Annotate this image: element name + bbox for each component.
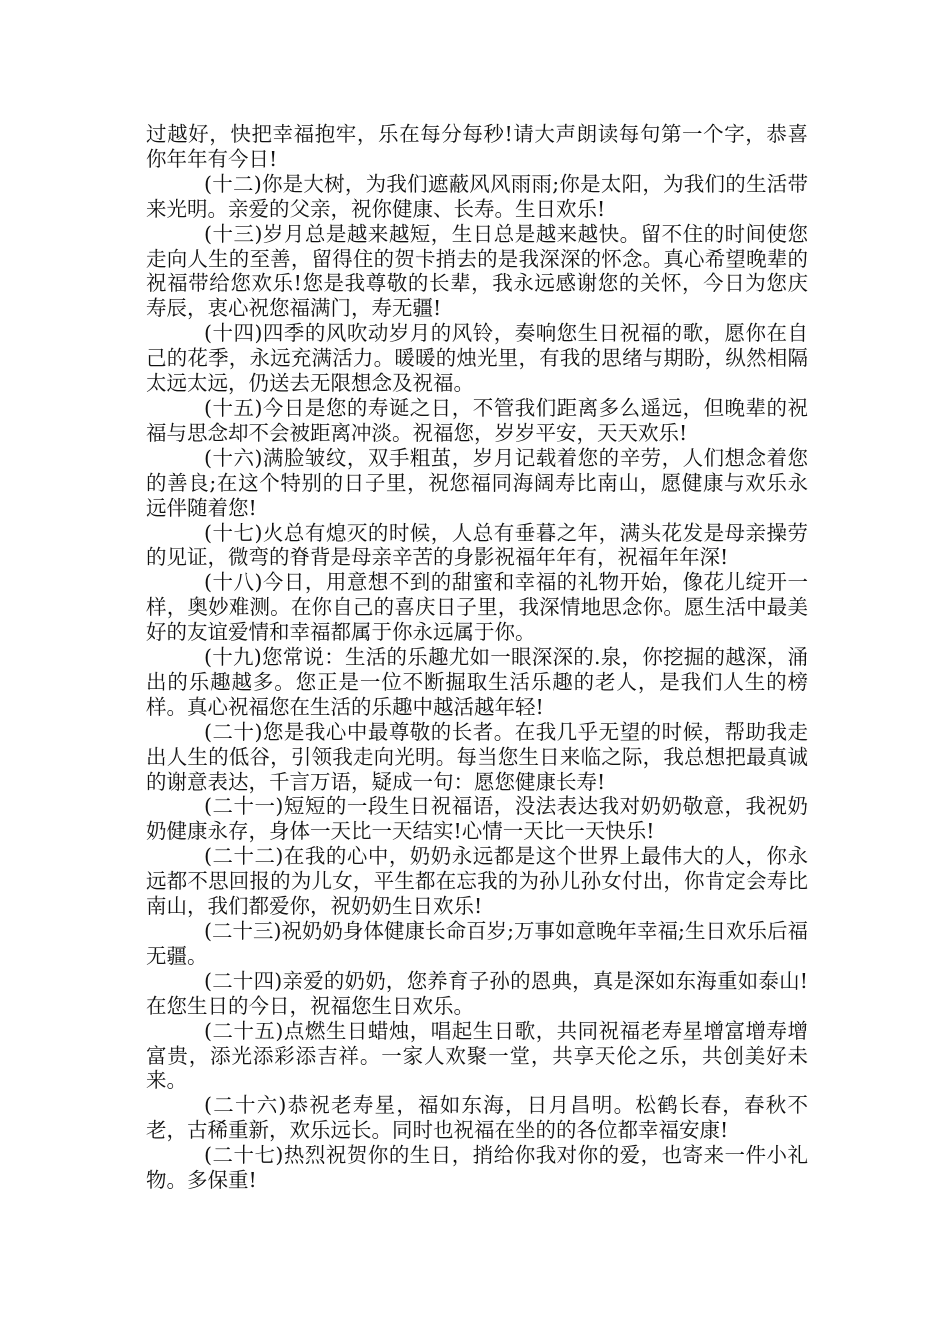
paragraph-18: (十八)今日，用意想不到的甜蜜和幸福的礼物开始，像花儿绽开一样，奥妙难测。在你自己的喜庆日子里，我深情地思念你。愿生活中最美好的友谊爱情和幸福都属于你永远属于你。 [146, 570, 808, 645]
document-body [146, 122, 808, 1193]
paragraph-26: (二十六)恭祝老寿星，福如东海，日月昌明。松鹤长春，春秋不老，古稀重新，欢乐远长。同时也祝福在坐的的各位都幸福安康! [146, 1093, 808, 1143]
paragraph-23: (二十三)祝奶奶身体健康长命百岁;万事如意晚年幸福;生日欢乐后福无疆。 [146, 919, 808, 968]
paragraph-17: (十七)火总有熄灭的时候，人总有垂暮之年，满头花发是母亲操劳的见证，微弯的脊背是母亲辛苦的身影祝福年年有，祝福年年深! [146, 520, 808, 570]
paragraph-19: (十九)您常说：生活的乐趣尤如一眼深深的.泉，你挖掘的越深，涌出的乐趣越多。您正是一位不断掘取生活乐趣的老人，是我们人生的榜样。真心祝福您在生活的乐趣中越活越年轻! [146, 645, 808, 719]
paragraph-continuation: 过越好，快把幸福抱牢，乐在每分每秒!请大声朗读每句第一个字，恭喜你年年有今日! [146, 122, 808, 171]
paragraph-15: (十五)今日是您的寿诞之日，不管我们距离多么遥远，但晚辈的祝福与思念却不会被距离冲淡。祝福您，岁岁平安，天天欢乐! [146, 395, 808, 445]
paragraph-16: (十六)满脸皱纹，双手粗茧，岁月记载着您的辛劳，人们想念着您的善良;在这个特别的日子里，祝您福同海阔寿比南山，愿健康与欢乐永远伴随着您! [146, 445, 808, 520]
paragraph-21: (二十一)短短的一段生日祝福语，没法表达我对奶奶敬意，我祝奶奶健康永存，身体一天比一天结实!心情一天比一天快乐! [146, 794, 808, 844]
paragraph-22: (二十二)在我的心中，奶奶永远都是这个世界上最伟大的人，你永远都不思回报的为儿女，平生都在忘我的为孙儿孙女付出，你肯定会寿比南山，我们都爱你，祝奶奶生日欢乐! [146, 844, 808, 919]
paragraph-25: (二十五)点燃生日蜡烛，唱起生日歌，共同祝福老寿星增富增寿增富贵，添光添彩添吉祥。一家人欢聚一堂，共享天伦之乐，共创美好未来。 [146, 1018, 808, 1093]
paragraph-27: (二十七)热烈祝贺你的生日，捎给你我对你的爱，也寄来一件小礼物。多保重! [146, 1143, 808, 1193]
paragraph-14: (十四)四季的风吹动岁月的风铃，奏响您生日祝福的歌，愿你在自己的花季，永远充满活力。暖暖的烛光里，有我的思绪与期盼，纵然相隔太远太远，仍送去无限想念及祝福。 [146, 321, 808, 396]
paragraph-13: (十三)岁月总是越来越短，生日总是越来越快。留不住的时间使您走向人生的至善，留得住的贺卡捎去的是我深深的怀念。真心希望晚辈的祝福带给您欢乐!您是我尊敬的长辈，我永远感谢您的关怀，今日为您庆寿辰，衷心祝您福满门，寿无疆! [146, 221, 808, 321]
paragraph-12: (十二)你是大树，为我们遮蔽风风雨雨;你是太阳，为我们的生活带来光明。亲爱的父亲，祝你健康、长寿。生日欢乐! [146, 171, 808, 221]
paragraph-24: (二十四)亲爱的奶奶，您养育子孙的恩典，真是深如东海重如泰山!在您生日的今日，祝福您生日欢乐。 [146, 968, 808, 1018]
paragraph-20: (二十)您是我心中最尊敬的长者。在我几乎无望的时候，帮助我走出人生的低谷，引领我走向光明。每当您生日来临之际，我总想把最真诚的谢意表达，千言万语，疑成一句：愿您健康长寿! [146, 719, 808, 794]
